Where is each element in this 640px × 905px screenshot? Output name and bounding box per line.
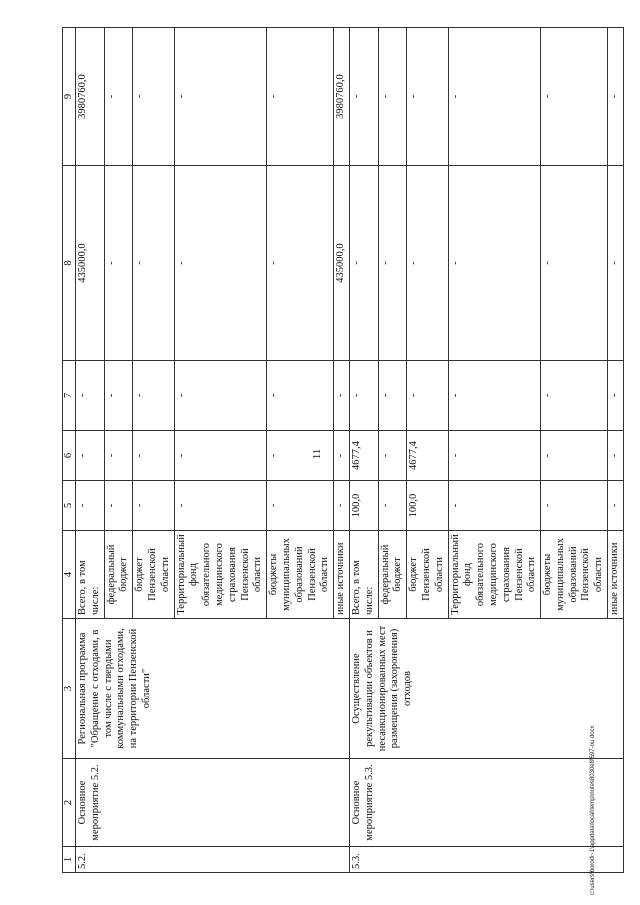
value-cell: - [133, 361, 174, 431]
value-cell: - [378, 166, 407, 361]
value-cell: - [76, 431, 105, 481]
value-cell: - [378, 431, 407, 481]
value-cell: - [267, 166, 334, 361]
column-number: 8 [63, 166, 76, 361]
value-cell: - [267, 361, 334, 431]
row-number: 5.3. [349, 847, 623, 873]
value-cell: - [76, 481, 105, 531]
value-cell: - [541, 431, 608, 481]
value-cell: - [334, 481, 350, 531]
value-cell: - [608, 481, 624, 531]
value-cell: - [104, 166, 133, 361]
funding-source: бюджет Пензенской области [407, 531, 448, 619]
funding-source: федеральный бюджет [104, 531, 133, 619]
value-cell: - [267, 481, 334, 531]
column-number: 1 [63, 847, 76, 873]
funding-source: Всего, в том числе: [76, 531, 105, 619]
value-cell: - [133, 481, 174, 531]
value-cell: - [608, 166, 624, 361]
value-cell: - [448, 166, 541, 361]
value-cell: 4677,4 [407, 431, 448, 481]
value-cell: - [378, 28, 407, 166]
table-row [349, 28, 378, 873]
value-cell: - [407, 166, 448, 361]
file-path-footer: c:\users\borodi~1\appdata\local\temp\notes8030e8\597-ou.docx [590, 725, 596, 895]
value-cell: - [76, 361, 105, 431]
funding-source: иные источники [608, 531, 624, 619]
value-cell: - [448, 431, 541, 481]
event-title: Основное мероприятие 5.2. [76, 759, 350, 847]
value-cell: - [378, 481, 407, 531]
funding-source: Всего, в том числе: [349, 531, 378, 619]
value-cell: - [174, 361, 267, 431]
column-number: 9 [63, 28, 76, 166]
value-cell: - [174, 28, 267, 166]
program-name: Осуществление рекультивации объектов и несанкционированных мест размещения (захоронения) отходов [349, 619, 623, 759]
column-number: 4 [63, 531, 76, 619]
value-cell: - [267, 431, 334, 481]
row-number: 5.2. [76, 847, 350, 873]
column-number: 2 [63, 759, 76, 847]
value-cell: - [334, 361, 350, 431]
value-cell: - [174, 431, 267, 481]
funding-source: иные источники [334, 531, 350, 619]
column-number-row [63, 28, 76, 873]
funding-source: федеральный бюджет [378, 531, 407, 619]
value-cell: - [541, 361, 608, 431]
value-cell: 100,0 [407, 481, 448, 531]
column-number: 7 [63, 361, 76, 431]
funding-source: бюджет Пензенской области [133, 531, 174, 619]
value-cell: 435000,0 [76, 166, 105, 361]
value-cell: - [104, 481, 133, 531]
funding-source: Территориальный фонд обязательного медицинского страхования Пензенской области [448, 531, 541, 619]
funding-source: бюджеты муниципальных образований Пензенской области [267, 531, 334, 619]
value-cell: - [448, 481, 541, 531]
value-cell: - [541, 481, 608, 531]
table-row [76, 28, 105, 873]
value-cell: - [104, 361, 133, 431]
value-cell: - [174, 166, 267, 361]
value-cell: - [334, 431, 350, 481]
value-cell: - [133, 28, 174, 166]
value-cell: 3980760,0 [334, 28, 350, 166]
value-cell: 3980760,0 [76, 28, 105, 166]
value-cell: - [407, 361, 448, 431]
column-number: 3 [63, 619, 76, 759]
value-cell: - [133, 166, 174, 361]
value-cell: 435000,0 [334, 166, 350, 361]
value-cell: - [448, 361, 541, 431]
funding-source: Территориальный фонд обязательного медицинского страхования Пензенской области [174, 531, 267, 619]
value-cell: - [608, 28, 624, 166]
column-number: 5 [63, 481, 76, 531]
budget-table [62, 27, 624, 873]
funding-source: бюджеты муниципальных образований Пензенской области [541, 531, 608, 619]
event-title: Основное мероприятие 5.3. [349, 759, 623, 847]
value-cell: - [608, 431, 624, 481]
value-cell: - [104, 431, 133, 481]
page-number: 11 [311, 448, 323, 460]
value-cell: - [174, 481, 267, 531]
value-cell: 100,0 [349, 481, 378, 531]
value-cell: - [407, 28, 448, 166]
column-number: 6 [63, 431, 76, 481]
program-name: Региональная программа "Обращение с отходами, в том числе с твердыми коммунальными отходами, на территории Пензенской области" [76, 619, 350, 759]
value-cell: - [608, 361, 624, 431]
value-cell: - [104, 28, 133, 166]
value-cell: - [378, 361, 407, 431]
value-cell: - [349, 166, 378, 361]
value-cell: - [267, 28, 334, 166]
value-cell: 4677,4 [349, 431, 378, 481]
value-cell: - [448, 28, 541, 166]
value-cell: - [541, 28, 608, 166]
value-cell: - [349, 28, 378, 166]
value-cell: - [541, 166, 608, 361]
value-cell: - [349, 361, 378, 431]
value-cell: - [133, 431, 174, 481]
